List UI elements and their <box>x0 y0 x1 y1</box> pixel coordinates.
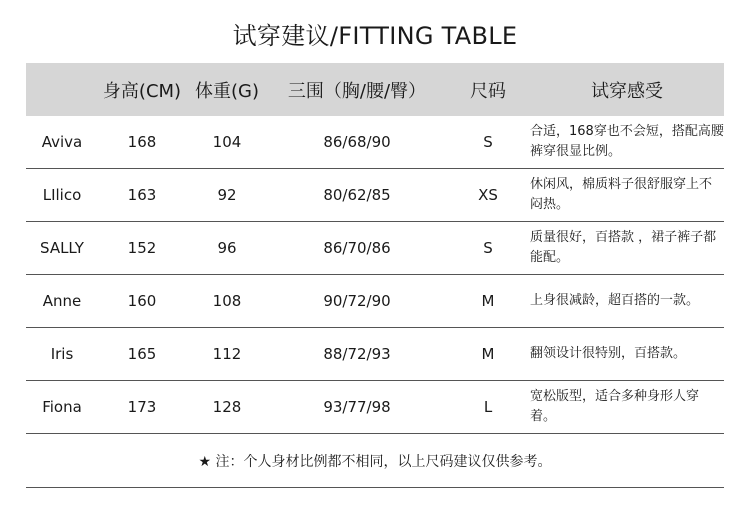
model-measurements: 93/77/98 <box>323 398 391 416</box>
model-size: M <box>481 345 495 363</box>
model-name: Aviva <box>41 133 83 151</box>
table-row <box>26 222 724 275</box>
model-feedback: 上身很减龄，超百搭的一款。 <box>530 293 700 308</box>
model-height: 160 <box>127 292 157 310</box>
model-measurements: 88/72/93 <box>323 345 391 363</box>
table-header <box>26 63 724 116</box>
table-footnote: ★ 注：个人身材比例都不相同，以上尺码建议仅供参考。 <box>26 434 724 488</box>
model-size: S <box>483 239 493 257</box>
header-feedback: 试穿感受 <box>591 80 663 102</box>
model-feedback: 宽松版型，适合多种身形人穿着。 <box>530 389 700 424</box>
model-height: 173 <box>127 398 157 416</box>
page-title: 试穿建议/FITTING TABLE <box>232 22 518 50</box>
model-measurements: 90/72/90 <box>323 292 391 310</box>
header-weight: 体重(G) <box>195 80 259 102</box>
model-size: M <box>481 292 495 310</box>
model-name: Iris <box>50 345 74 363</box>
model-feedback: 翻领设计很特别，百搭款。 <box>530 346 687 361</box>
model-feedback: 合适，168穿也不会短，搭配高腰裤穿很显比例。 <box>530 124 724 159</box>
model-weight: 92 <box>217 186 237 204</box>
model-name: Fiona <box>42 398 82 416</box>
model-height: 163 <box>127 186 157 204</box>
table-row <box>26 381 724 434</box>
model-weight: 128 <box>212 398 242 416</box>
model-name: LIlico <box>42 186 82 204</box>
model-measurements: 86/68/90 <box>323 133 391 151</box>
model-height: 152 <box>127 239 157 257</box>
model-weight: 112 <box>212 345 242 363</box>
table-row <box>26 116 724 169</box>
model-weight: 108 <box>212 292 242 310</box>
model-feedback: 休闲风，棉质料子很舒服穿上不闷热。 <box>530 177 713 212</box>
model-feedback: 质量很好，百搭款 ，裙子裤子都能配。 <box>530 230 717 265</box>
header-height: 身高(CM) <box>102 80 182 102</box>
header-size: 尺码 <box>470 80 506 102</box>
table-row <box>26 328 724 381</box>
header-measurements: 三围（胸/腰/臀） <box>287 80 427 102</box>
model-size: L <box>483 398 493 416</box>
model-name: Anne <box>42 292 82 310</box>
fitting-table <box>26 63 724 488</box>
model-weight: 104 <box>212 133 242 151</box>
model-name: SALLY <box>40 239 84 257</box>
model-measurements: 86/70/86 <box>323 239 391 257</box>
model-weight: 96 <box>217 239 237 257</box>
table-row <box>26 275 724 328</box>
model-size: S <box>483 133 493 151</box>
model-height: 165 <box>127 345 157 363</box>
model-measurements: 80/62/85 <box>323 186 391 204</box>
table-row <box>26 169 724 222</box>
model-size: XS <box>478 186 498 204</box>
model-height: 168 <box>127 133 157 151</box>
